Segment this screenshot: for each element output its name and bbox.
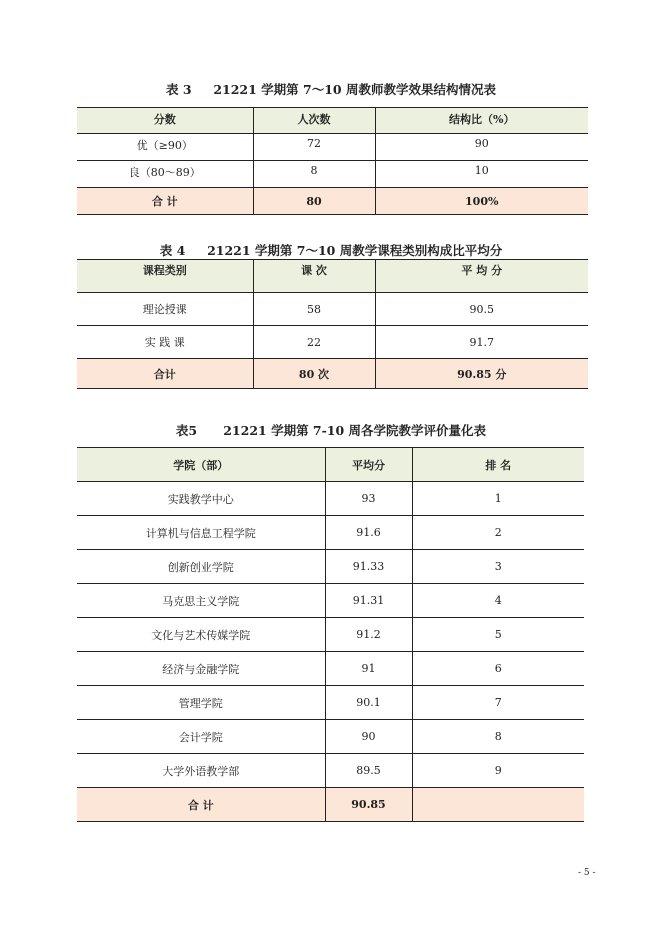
table-row xyxy=(77,516,584,550)
table-cell: 学院（部） xyxy=(77,448,325,482)
table-cell: 8 xyxy=(253,161,375,188)
table-cell: 人次数 xyxy=(253,108,375,134)
table-cell: 管理学院 xyxy=(77,686,325,720)
table-cell: 10 xyxy=(375,161,588,188)
table-cell: 良（80～89） xyxy=(77,161,253,188)
table-row xyxy=(77,584,584,618)
table-cell: 90.5 xyxy=(375,293,588,326)
table-cell: 排 名 xyxy=(412,448,584,482)
table-cell: 80 xyxy=(253,188,375,215)
table-cell: 马克思主义学院 xyxy=(77,584,325,618)
table-cell: 课 次 xyxy=(253,260,375,293)
header-row xyxy=(77,448,584,482)
table-cell xyxy=(412,788,584,822)
table-cell: 合 计 xyxy=(77,188,253,215)
table4 xyxy=(77,259,588,389)
table-cell: 90.1 xyxy=(325,686,412,720)
table-cell: 90 xyxy=(375,134,588,161)
table-cell: 91.6 xyxy=(325,516,412,550)
table-cell: 创新创业学院 xyxy=(77,550,325,584)
table-cell: 91.7 xyxy=(375,326,588,359)
table-cell: 90.85 分 xyxy=(375,359,588,389)
table-cell: 1 xyxy=(412,482,584,516)
header-row xyxy=(77,108,588,134)
total-row xyxy=(77,188,588,215)
table-row xyxy=(77,482,584,516)
table-cell: 合 计 xyxy=(77,788,325,822)
table-row xyxy=(77,134,588,161)
table4-caption: 表 4 21221 学期第 7～10 周教学课程类别构成比平均分 xyxy=(159,243,503,258)
table-cell: 理论授课 xyxy=(77,293,253,326)
header-row xyxy=(77,260,588,293)
table-cell: 22 xyxy=(253,326,375,359)
table-cell: 90 xyxy=(325,720,412,754)
table-cell: 实 践 课 xyxy=(77,326,253,359)
table-cell: 8 xyxy=(412,720,584,754)
table-row xyxy=(77,652,584,686)
table-cell: 7 xyxy=(412,686,584,720)
table-cell: 4 xyxy=(412,584,584,618)
table-cell: 90.85 xyxy=(325,788,412,822)
table-cell: 89.5 xyxy=(325,754,412,788)
table-row xyxy=(77,686,584,720)
table-cell: 100% xyxy=(375,188,588,215)
table-row xyxy=(77,754,584,788)
table-row xyxy=(77,326,588,359)
table-row xyxy=(77,618,584,652)
table-cell: 3 xyxy=(412,550,584,584)
table-row xyxy=(77,293,588,326)
table-cell: 优（≥90） xyxy=(77,134,253,161)
table-cell: 分数 xyxy=(77,108,253,134)
table-row xyxy=(77,720,584,754)
table-row xyxy=(77,550,584,584)
table-row xyxy=(77,161,588,188)
table-cell: 平均分 xyxy=(325,448,412,482)
table-cell: 58 xyxy=(253,293,375,326)
table-cell: 91.2 xyxy=(325,618,412,652)
table-cell: 80 次 xyxy=(253,359,375,389)
table-cell: 课程类别 xyxy=(77,260,253,293)
table-cell: 6 xyxy=(412,652,584,686)
page-number: - 5 - xyxy=(578,868,596,878)
total-row xyxy=(77,359,588,389)
table-cell: 2 xyxy=(412,516,584,550)
table-cell: 计算机与信息工程学院 xyxy=(77,516,325,550)
table-cell: 结构比（%） xyxy=(375,108,588,134)
table3-caption: 表 3 21221 学期第 7～10 周教师教学效果结构情况表 xyxy=(166,82,496,97)
table-cell: 会计学院 xyxy=(77,720,325,754)
table-cell: 5 xyxy=(412,618,584,652)
table-cell: 经济与金融学院 xyxy=(77,652,325,686)
total-row xyxy=(77,788,584,822)
table-cell: 93 xyxy=(325,482,412,516)
table3 xyxy=(77,107,588,215)
table-cell: 91.31 xyxy=(325,584,412,618)
table5 xyxy=(77,447,584,822)
table-cell: 72 xyxy=(253,134,375,161)
table-cell: 平 均 分 xyxy=(375,260,588,293)
table-cell: 91.33 xyxy=(325,550,412,584)
table-cell: 合计 xyxy=(77,359,253,389)
table-cell: 实践教学中心 xyxy=(77,482,325,516)
table-cell: 91 xyxy=(325,652,412,686)
table-cell: 9 xyxy=(412,754,584,788)
table-cell: 文化与艺术传媒学院 xyxy=(77,618,325,652)
table-cell: 大学外语教学部 xyxy=(77,754,325,788)
table5-caption: 表5 21221 学期第 7-10 周各学院教学评价量化表 xyxy=(175,423,487,438)
